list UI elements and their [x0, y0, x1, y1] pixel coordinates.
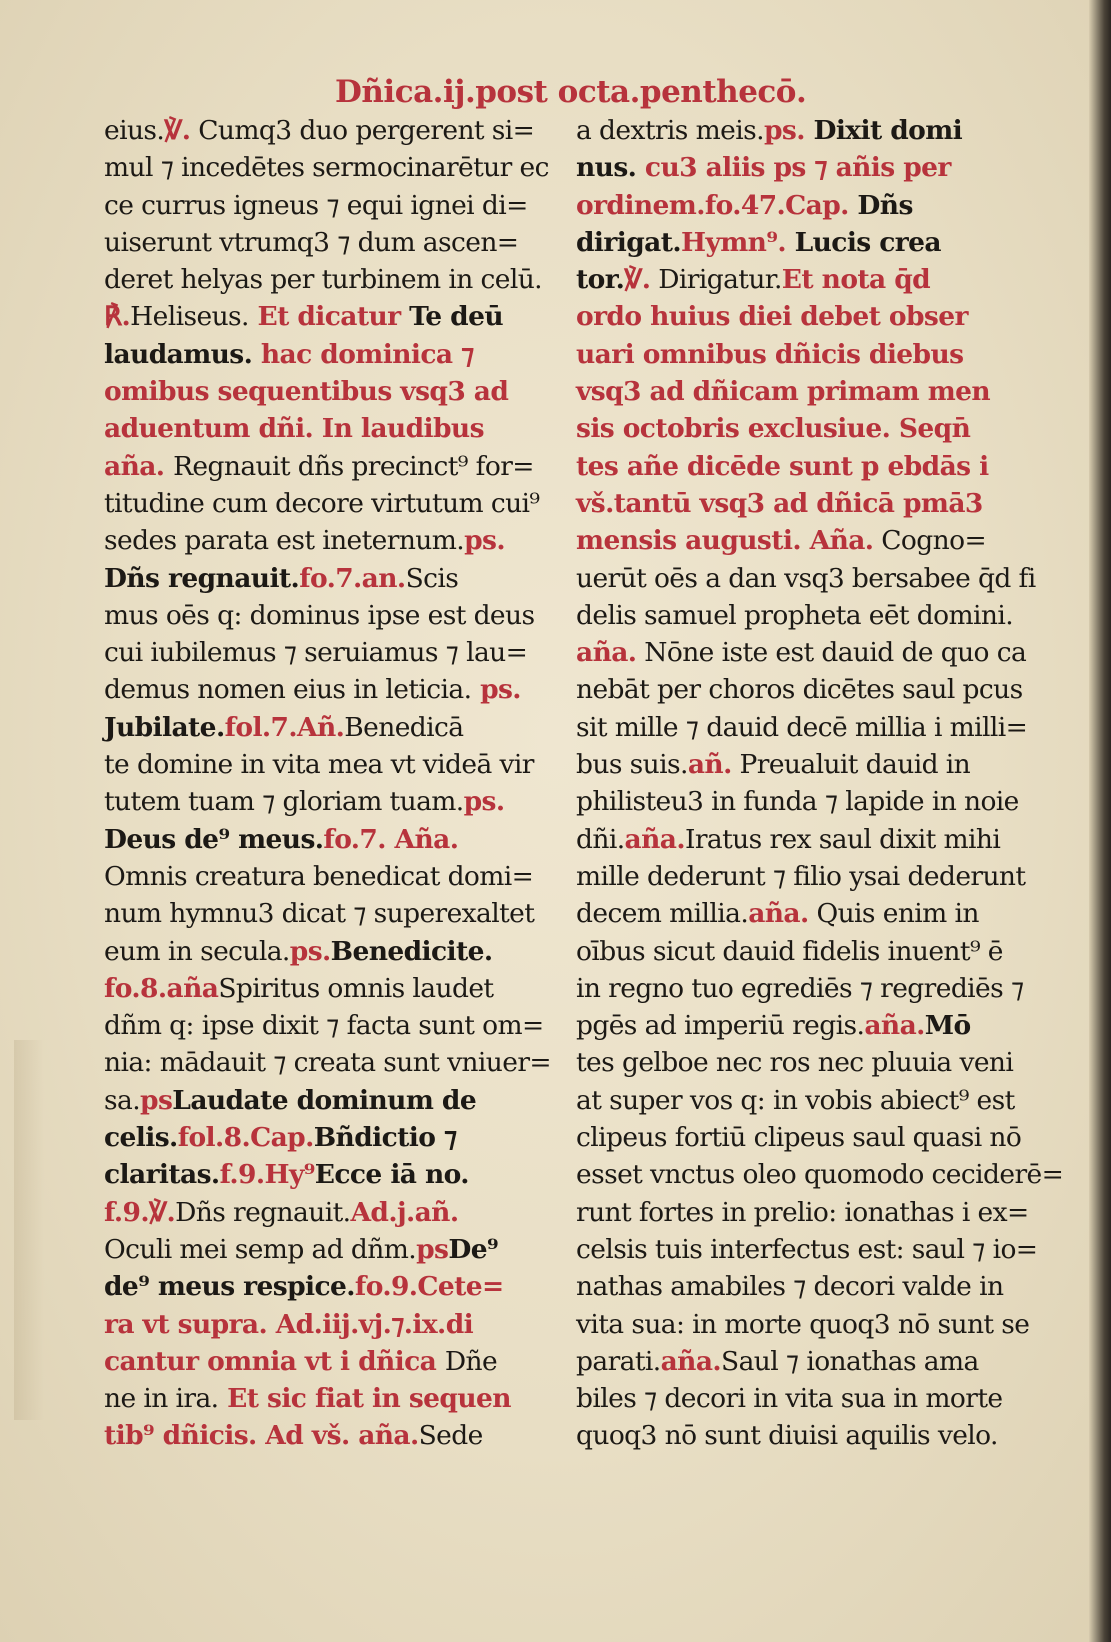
body-text: nebāt per choros dicētes saul pcus: [576, 674, 1023, 706]
text-line: [104, 298, 559, 335]
body-text: runt fortes in prelio: ionathas i ex=: [576, 1196, 1029, 1228]
body-text: bus suis.: [576, 749, 688, 781]
text-line: [104, 485, 559, 522]
text-line: [576, 1380, 1036, 1417]
rubric-text: fo.7.an.: [299, 562, 406, 594]
rubric-text: aña.: [748, 898, 809, 930]
text-line: [104, 895, 559, 932]
rubric-text: mensis augusti. Aña.: [576, 525, 874, 557]
text-line: [576, 298, 1036, 335]
text-line: [104, 671, 559, 708]
text-line: [104, 1082, 559, 1119]
body-text: tes gelboe nec ros nec pluuia veni: [576, 1047, 1014, 1079]
rubric-text: Añ.: [297, 711, 345, 743]
body-text: uerūt oēs a dan vsq3 bersabee q̄d fi: [576, 562, 1036, 594]
body-text: tor.: [576, 264, 625, 296]
body-text: Dirigatur.: [650, 264, 782, 296]
text-line: [104, 746, 559, 783]
body-text: dñi.: [576, 823, 625, 855]
text-line: [576, 1417, 1036, 1454]
body-text: parati.: [576, 1345, 661, 1377]
text-line: [104, 1268, 559, 1305]
body-text: Heliseus.: [130, 301, 249, 333]
body-text: Benedicite.: [330, 935, 493, 967]
text-line: [576, 1343, 1036, 1380]
text-line: [576, 1268, 1036, 1305]
text-line: [576, 112, 1036, 149]
text-line: [576, 1082, 1036, 1119]
rubric-text: aña.: [624, 823, 685, 855]
text-line: [104, 1231, 559, 1268]
text-line: [104, 1306, 559, 1343]
body-text: celis.: [104, 1122, 178, 1154]
rubric-text: uari omnibus dñicis diebus: [576, 338, 964, 370]
rubric-text: omibus sequentibus vsq3 ad: [104, 376, 509, 408]
body-text: Dñs regnauit.: [104, 562, 300, 594]
body-text: Laudate dominum de: [172, 1084, 477, 1116]
text-line: [576, 1306, 1036, 1343]
text-line: [104, 1194, 559, 1231]
text-line: [576, 485, 1036, 522]
text-line: [576, 671, 1036, 708]
text-line: [576, 821, 1036, 858]
body-text: Omnis creatura benedicat domi=: [104, 860, 534, 892]
rubric-text: Et sic fiat in sequen: [218, 1383, 511, 1415]
body-text: Quis enim in: [808, 898, 979, 930]
body-text: Dñe: [444, 1345, 498, 1377]
text-line: [576, 970, 1036, 1007]
rubric-text: ℟.: [104, 301, 131, 333]
body-text: in regno tuo egrediēs ⁊ regrediēs ⁊: [576, 972, 1024, 1004]
rubric-text: tib⁹ dñicis. Ad vš. aña.: [104, 1420, 419, 1452]
text-line: [576, 634, 1036, 671]
rubric-text: f.9.℣.: [104, 1196, 176, 1228]
body-text: dirigat.: [576, 226, 681, 258]
text-line: [576, 373, 1036, 410]
text-line: [576, 746, 1036, 783]
rubric-text: f.9.Hy⁹: [219, 1159, 315, 1191]
body-text: a dextris meis.: [576, 115, 764, 146]
text-line: [576, 522, 1036, 559]
text-line: [104, 1156, 559, 1193]
rubric-text: ℣.: [624, 264, 651, 296]
rubric-text: Ad.j.añ.: [350, 1196, 459, 1228]
body-text: Nōne iste est dauid de quo ca: [636, 637, 1027, 669]
text-line: [104, 448, 559, 485]
rubric-text: Et dicatur: [248, 301, 410, 333]
text-line: [576, 410, 1036, 447]
body-text: Bñdictio ⁊: [313, 1122, 457, 1154]
text-line: [576, 783, 1036, 820]
text-line: [104, 1119, 559, 1156]
text-line: [576, 149, 1036, 186]
text-line: [104, 597, 559, 634]
rubric-text: cu3 aliis ps ⁊ añis per: [636, 152, 951, 184]
rubric-text: aña.: [104, 450, 174, 482]
text-line: [104, 1417, 559, 1454]
rubric-text: tes añe dicēde sunt p ebdās i: [576, 450, 989, 482]
body-text: Regnauit dñs precinct⁹ for=: [173, 450, 534, 482]
rubric-text: aña.: [660, 1345, 722, 1377]
rubric-text: ps: [140, 1084, 173, 1116]
rubric-text: aña.: [864, 1010, 925, 1042]
text-line: [576, 1044, 1036, 1081]
body-text: vita sua: in morte quoq3 nō sunt se: [576, 1308, 1030, 1340]
text-line: [104, 933, 559, 970]
rubric-text: ps.: [763, 115, 805, 146]
body-text: Iratus rex saul dixit mihi: [684, 823, 1001, 855]
rubric-text: hac dominica ⁊: [260, 338, 474, 370]
rubric-text: ℣.: [164, 115, 191, 146]
text-line: [576, 858, 1036, 895]
body-text: num hymnu3 dicat ⁊ superexaltet: [104, 898, 535, 930]
body-text: decem millia.: [576, 898, 749, 930]
running-header: Dñica.ij.post octa.penthecō.: [335, 74, 807, 110]
body-text: cui iubilemus ⁊ seruiamus ⁊ lau=: [104, 637, 528, 669]
body-text: Dñs regnauit.: [175, 1196, 351, 1228]
text-line: [576, 1119, 1036, 1156]
rubric-text: ps.: [463, 786, 505, 818]
body-text: uiserunt vtrumq3 ⁊ dum ascen=: [104, 226, 519, 258]
text-line: [104, 149, 559, 186]
body-text: Saul ⁊ ionathas ama: [721, 1345, 979, 1377]
body-text: demus nomen eius in leticia.: [104, 674, 472, 706]
body-text: pgēs ad imperiū regis.: [576, 1010, 865, 1042]
rubric-text: Et nota q̄d: [781, 264, 931, 296]
text-line: [104, 373, 559, 410]
text-line: [576, 187, 1036, 224]
text-line: [104, 410, 559, 447]
body-text: titudine cum decore virtutum cui⁹: [104, 487, 540, 519]
text-line: [104, 634, 559, 671]
body-text: Deus de⁹ meus.: [104, 823, 324, 855]
rubric-text: Hymn⁹.: [681, 226, 786, 258]
paper-stain: [14, 1040, 44, 1420]
rubric-text: vš.tantū vsq3 ad dñicā pmā3: [576, 487, 983, 519]
rubric-text: fol.7.: [224, 711, 298, 743]
rubric-text: aduentum dñi. In laudibus: [104, 413, 484, 445]
text-line: [576, 933, 1036, 970]
text-line: [576, 597, 1036, 634]
text-line: [576, 448, 1036, 485]
body-text: laudamus.: [104, 338, 261, 370]
text-line: [576, 560, 1036, 597]
body-text: Preualuit dauid in: [731, 749, 971, 781]
text-line: [576, 1231, 1036, 1268]
text-line: [576, 1007, 1036, 1044]
body-text: Benedicā: [344, 711, 464, 743]
body-text: sa.: [104, 1084, 141, 1116]
body-text: claritas.: [104, 1159, 220, 1191]
text-line: [576, 224, 1036, 261]
text-line: [104, 970, 559, 1007]
right-text-column: [576, 112, 1064, 1455]
text-line: [104, 560, 559, 597]
body-text: celsis tuis interfectus est: saul ⁊ io=: [576, 1233, 1038, 1265]
body-text: deret helyas per turbinem in celū.: [104, 264, 543, 296]
body-text: Oculi mei semp ad dñm.: [104, 1233, 417, 1265]
body-text: Te deū: [409, 301, 503, 333]
body-text: mille dederunt ⁊ filio ysai dederunt: [576, 860, 1026, 892]
rubric-text: ps.: [464, 525, 505, 557]
body-text: Scis: [405, 562, 459, 594]
rubric-text: sis octobris exclusiue. Seqn̄: [576, 413, 971, 445]
text-line: [576, 261, 1036, 298]
body-text: ce currus igneus ⁊ equi ignei di=: [104, 189, 528, 221]
rubric-text: ra vt supra. Ad.iij.vj.⁊.ix.di: [104, 1308, 474, 1340]
text-line: [576, 1156, 1064, 1193]
rubric-text: vsq3 ad dñicam primam men: [576, 376, 991, 408]
text-line: [104, 1343, 559, 1380]
rubric-text: fo.9.Cete=: [354, 1271, 504, 1303]
body-text: at super vos q: in vobis abiect⁹ est: [576, 1084, 1015, 1116]
text-line: [104, 522, 559, 559]
body-text: delis samuel propheta eēt domini.: [576, 599, 1014, 631]
text-line: [576, 1194, 1036, 1231]
body-text: mul ⁊ incedētes sermocinarētur ec: [104, 152, 549, 184]
body-text: oībus sicut dauid fidelis inuent⁹ ē: [576, 935, 1003, 967]
body-text: De⁹: [448, 1233, 498, 1265]
text-line: [104, 709, 559, 746]
left-text-column: [104, 112, 559, 1455]
text-line: [576, 895, 1036, 932]
body-text: Mō: [924, 1010, 971, 1042]
body-text: sit mille ⁊ dauid decē millia i milli=: [576, 711, 1028, 743]
body-text: Cumq3 duo pergerent si=: [190, 115, 535, 146]
text-line: [104, 336, 559, 373]
body-text: Dixit domi: [804, 115, 963, 146]
body-text: Ecce iā no.: [314, 1159, 469, 1191]
body-text: tutem tuam ⁊ gloriam tuam.: [104, 786, 464, 818]
body-text: sedes parata est ineternum.: [104, 525, 465, 557]
text-line: [576, 709, 1036, 746]
text-line: [104, 1380, 559, 1417]
body-text: mus oēs q: dominus ipse est deus: [104, 599, 535, 631]
text-line: [576, 336, 1036, 373]
body-text: te domine in vita mea vt videā vir: [104, 749, 534, 781]
body-text: esset vnctus oleo quomodo ceciderē=: [576, 1159, 1064, 1191]
text-line: [104, 261, 559, 298]
text-line: [104, 1007, 559, 1044]
page-gutter: [1089, 0, 1111, 1642]
rubric-text: ordinem.fo.47.Cap.: [576, 189, 849, 221]
rubric-text: fo.8.aña: [104, 972, 219, 1004]
body-text: Sede: [418, 1420, 483, 1452]
body-text: nia: mādauit ⁊ creata sunt vniuer=: [104, 1047, 551, 1079]
body-text: Jubilate.: [104, 711, 225, 743]
rubric-text: fol.8.Cap.: [177, 1122, 314, 1154]
body-text: quoq3 nō sunt diuisi aquilis velo.: [576, 1420, 998, 1452]
body-text: ne in ira.: [104, 1383, 219, 1415]
rubric-text: ps: [416, 1233, 449, 1265]
body-text: Lucis crea: [785, 226, 941, 258]
text-line: [104, 1044, 559, 1081]
body-text: biles ⁊ decori in vita sua in morte: [576, 1383, 1003, 1415]
rubric-text: ps.: [289, 935, 331, 967]
rubric-text: fo.7. Aña.: [323, 823, 459, 855]
text-line: [104, 821, 559, 858]
body-text: de⁹ meus respice.: [104, 1271, 355, 1303]
text-line: [104, 187, 559, 224]
rubric-text: añ.: [687, 749, 732, 781]
body-text: clipeus fortiū clipeus saul quasi nō: [576, 1122, 1022, 1154]
body-text: dñm q: ipse dixit ⁊ facta sunt om=: [104, 1010, 544, 1042]
rubric-text: ordo huius diei debet obser: [576, 301, 968, 333]
body-text: nathas amabiles ⁊ decori valde in: [576, 1271, 1004, 1303]
body-text: Cogno=: [873, 525, 987, 557]
body-text: Dñs: [848, 189, 913, 221]
rubric-text: cantur omnia vt i dñica: [104, 1345, 445, 1377]
text-line: [104, 224, 559, 261]
rubric-text: aña.: [576, 637, 637, 669]
text-line: [104, 783, 559, 820]
body-text: eius.: [104, 115, 165, 146]
body-text: philisteu3 in funda ⁊ lapide in noie: [576, 786, 1019, 818]
text-line: [104, 112, 559, 149]
body-text: eum in secula.: [104, 935, 290, 967]
text-line: [104, 858, 559, 895]
body-text: Spiritus omnis laudet: [218, 972, 494, 1004]
body-text: nus.: [576, 152, 637, 184]
rubric-text: ps.: [471, 674, 521, 706]
